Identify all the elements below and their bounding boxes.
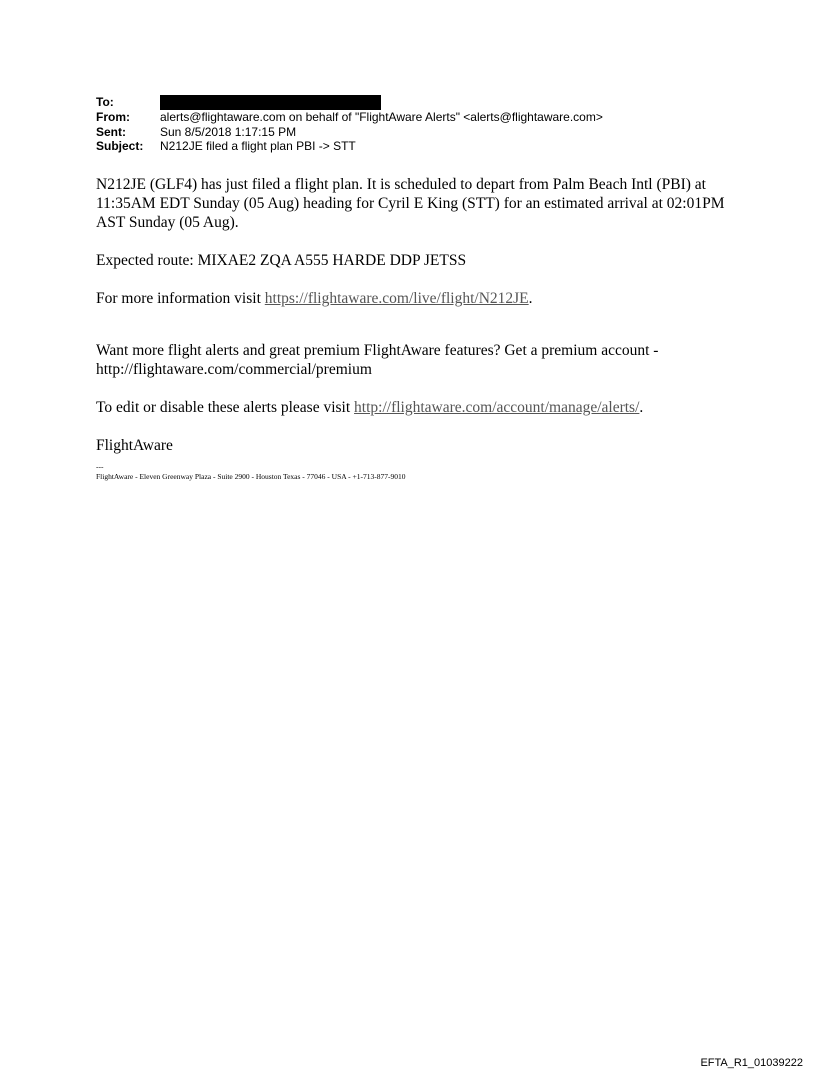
to-label: To: [96,95,114,109]
subject-label: Subject: [96,139,144,153]
manage-alerts-link[interactable]: http://flightaware.com/account/manage/alerts/ [354,399,640,416]
edit-alerts-text: To edit or disable these alerts please visit [96,399,355,416]
from-label: From: [96,110,130,124]
signature: FlightAware [96,437,173,454]
email-header [96,95,603,154]
subject-row [96,139,603,154]
flight-plan-paragraph: N212JE (GLF4) has just filed a flight plan. It is scheduled to depart from Palm Beach Intl (PBI) at 11:35AM EDT Sunday (05 Aug) heading for Cyril E King (STT) for an estimated arrival at 02:01PM AST Sunday (05 Aug). [96,176,725,231]
email-footer [96,462,406,482]
more-info-paragraph [96,289,736,308]
edit-alerts-period: . [639,399,644,416]
flight-tracking-link[interactable]: https://flightaware.com/live/flight/N212JE [264,290,529,307]
footer-address: FlightAware - Eleven Greenway Plaza - Suite 2900 - Houston Texas - 77046 - USA - +1-713-877-9010 [96,472,406,481]
expected-route: Expected route: MIXAE2 ZQA A555 HARDE DDP JETSS [96,252,467,269]
spacer [96,327,736,341]
from-value: alerts@flightaware.com on behalf of "FlightAware Alerts" <alerts@flightaware.com> [160,110,603,124]
document-id-stamp: EFTA_R1_01039222 [700,1057,803,1069]
sent-label: Sent: [96,124,126,139]
subject-value: N212JE filed a flight plan PBI -> STT [160,139,356,153]
more-info-text: For more information visit [96,290,265,307]
to-row [96,95,603,110]
from-row [96,110,603,125]
footer-dashes: --- [96,462,104,471]
email-body [96,175,736,474]
edit-alerts-paragraph [96,398,736,417]
sent-value: Sun 8/5/2018 1:17:15 PM [160,124,297,139]
premium-paragraph: Want more flight alerts and great premium FlightAware features? Get a premium account - http://flightaware.com/commercial/premium [96,342,659,378]
redacted-recipient [160,95,381,110]
more-info-period: . [528,290,533,307]
sent-row [96,125,603,140]
